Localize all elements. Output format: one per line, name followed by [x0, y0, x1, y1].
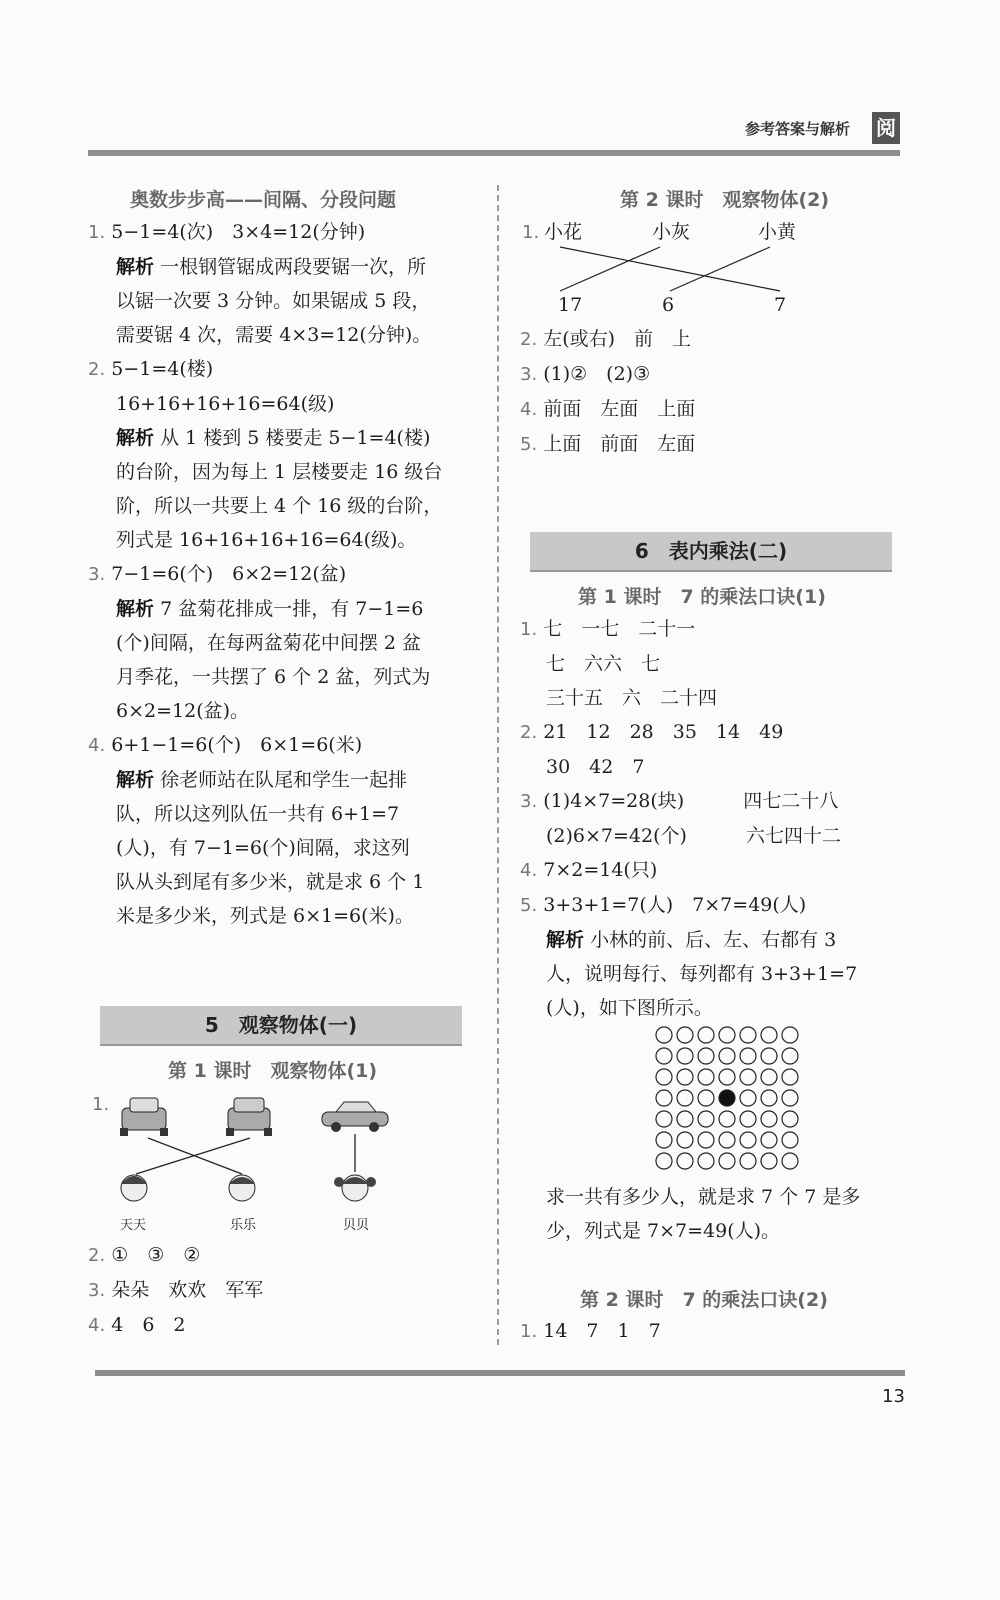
person-dot: [740, 1111, 756, 1127]
unit6-title-bar: 6 表内乘法(二): [530, 532, 892, 572]
person-dot: [677, 1090, 693, 1106]
person-dot: [740, 1069, 756, 1085]
person-dot: [719, 1132, 735, 1148]
answer: 7−1=6(个) 6×2=12(盆): [111, 563, 347, 585]
analysis-text: 小林的前、后、左、右都有 3: [590, 929, 837, 951]
circle-grid-figure: [654, 1025, 804, 1173]
person-dot: [698, 1153, 714, 1169]
person-dot: [761, 1027, 777, 1043]
q-number: 4.: [88, 735, 106, 756]
q-number: 1.: [92, 1094, 110, 1115]
person-dot: [719, 1048, 735, 1064]
person-dot: [740, 1132, 756, 1148]
person-dot: [719, 1069, 735, 1085]
q-number: 1.: [88, 222, 106, 243]
unit6-answers: [520, 612, 900, 1025]
person-dot: [698, 1027, 714, 1043]
olympiad-block: [88, 215, 488, 933]
unit6-lesson1-title: 第 1 课时 7 的乘法口诀(1): [578, 586, 826, 608]
analysis-label: 解析: [116, 256, 155, 278]
person-dot: [719, 1111, 735, 1127]
analysis-text: 的台阶，因为每上 1 层楼要走 16 级台: [116, 461, 443, 483]
answer: 七 一七 二十一: [543, 618, 696, 640]
analysis-text: 从 1 楼到 5 楼要走 5−1=4(楼): [160, 427, 431, 449]
answer: ① ③ ②: [111, 1244, 201, 1266]
q-number: 2.: [520, 329, 538, 350]
person-dot: [698, 1132, 714, 1148]
analysis-text: 队，所以这列队伍一共有 6+1=7: [116, 803, 400, 825]
car-side-icon: [322, 1102, 388, 1132]
unit5-answers: [88, 1238, 263, 1343]
lesson2-answers: [520, 322, 695, 462]
name-label: 小花: [544, 221, 583, 243]
person-dot: [719, 1027, 735, 1043]
header-title: 参考答案与解析: [745, 120, 851, 138]
person-dot: [740, 1153, 756, 1169]
kid-label: 乐乐: [230, 1218, 257, 1233]
person-dot: [761, 1111, 777, 1127]
kid-label: 贝贝: [343, 1218, 370, 1233]
answer: 16+16+16+16=64(级): [116, 393, 335, 415]
person-dot: [740, 1090, 756, 1106]
analysis-text: 列式是 16+16+16+16=64(级)。: [116, 529, 417, 551]
q-number: 1.: [520, 1321, 538, 1342]
person-dot: [698, 1090, 714, 1106]
analysis-text: (人)，如下图所示。: [546, 997, 713, 1019]
person-dot: [761, 1132, 777, 1148]
q-number: 3.: [520, 364, 538, 385]
answer: 30 42 7: [546, 756, 645, 778]
person-dot: [677, 1048, 693, 1064]
person-dot: [740, 1048, 756, 1064]
header-badge: 阅: [872, 112, 900, 144]
q-number: 3.: [520, 791, 538, 812]
person-dot: [677, 1132, 693, 1148]
unit5-title-bar: 5 观察物体(一): [100, 1006, 462, 1046]
person-dot: [656, 1069, 672, 1085]
number-label: 17: [558, 294, 583, 316]
q-number: 5.: [520, 434, 538, 455]
analysis-text: 求一共有多少人，就是求 7 个 7 是多: [546, 1186, 861, 1208]
answer: 四七二十八: [743, 790, 839, 812]
analysis-text: (人)，有 7−1=6(个)间隔，求这列: [116, 837, 410, 859]
analysis-text: 阶，所以一共要上 4 个 16 级的台阶，: [116, 495, 443, 517]
analysis-text: 少，列式是 7×7=49(人)。: [546, 1220, 781, 1242]
person-dot: [782, 1132, 798, 1148]
person-dot: [656, 1111, 672, 1127]
person-dot: [656, 1048, 672, 1064]
q-number: 1.: [520, 619, 538, 640]
page-number: 13: [882, 1386, 905, 1407]
unit5-lesson1-title: 第 1 课时 观察物体(1): [168, 1060, 378, 1082]
person-dot: [698, 1069, 714, 1085]
answer: 七 六六 七: [546, 653, 661, 675]
person-dot: [740, 1027, 756, 1043]
analysis-label: 解析: [546, 929, 585, 951]
lesson2-title: 第 2 课时 观察物体(2): [620, 189, 830, 211]
boy-icon: [229, 1175, 255, 1201]
analysis-label: 解析: [116, 427, 155, 449]
answer: 4 6 2: [111, 1314, 186, 1336]
person-dot: [761, 1090, 777, 1106]
answer: 6+1−1=6(个) 6×1=6(米): [111, 734, 363, 756]
person-dot: [761, 1048, 777, 1064]
analysis-label: 解析: [116, 769, 155, 791]
person-dot: [677, 1153, 693, 1169]
person-dot: [761, 1153, 777, 1169]
answer: (1)② (2)③: [543, 363, 651, 385]
analysis-text: 徐老师站在队尾和学生一起排: [160, 769, 408, 791]
q-number: 2.: [88, 359, 106, 380]
header-rule: [88, 150, 900, 156]
number-label: 7: [774, 294, 787, 316]
q-number: 4.: [520, 860, 538, 881]
boy-icon: [121, 1175, 147, 1201]
analysis-text: 人，说明每行、每列都有 3+3+1=7: [546, 963, 858, 985]
answer: 朵朵 欢欢 军军: [111, 1279, 264, 1301]
unit6-lesson2-title: 第 2 课时 7 的乘法口诀(2): [580, 1289, 828, 1311]
answer: 六七四十二: [746, 825, 842, 847]
analysis-text: 米是多少米，列式是 6×1=6(米)。: [116, 905, 414, 927]
analysis-text: 队从头到尾有多少米，就是求 6 个 1: [116, 871, 425, 893]
analysis-label: 解析: [116, 598, 155, 620]
q-number: 3.: [88, 1280, 106, 1301]
name-label: 小黄: [758, 221, 797, 243]
footer-rule: [95, 1370, 905, 1376]
q-number: 3.: [88, 564, 106, 585]
analysis-text: 一根钢管锯成两段要锯一次，所: [160, 256, 427, 278]
person-dot: [782, 1153, 798, 1169]
olympiad-title: 奥数步步高——间隔、分段问题: [130, 189, 397, 211]
unit6-q5-conclusion: [546, 1180, 860, 1248]
analysis-text: 需要锯 4 次，需要 4×3=12(分钟)。: [116, 324, 432, 346]
person-dot: [698, 1048, 714, 1064]
answer: (1)4×7=28(块): [543, 790, 685, 812]
cars-kids-matching-figure: [110, 1090, 410, 1210]
person-dot: [677, 1027, 693, 1043]
answer: 三十五 六 二十四: [546, 687, 718, 709]
number-label: 6: [662, 294, 675, 316]
answer: 上面 前面 左面: [543, 433, 696, 455]
person-dot: [656, 1132, 672, 1148]
name-label: 小灰: [652, 221, 691, 243]
answer: (2)6×7=42(个): [546, 825, 687, 847]
person-dot: [761, 1069, 777, 1085]
answer: 14 7 1 7: [543, 1320, 661, 1342]
q-number: 5.: [520, 895, 538, 916]
analysis-text: 以锯一次要 3 分钟。如果锯成 5 段，: [116, 290, 431, 312]
q-number: 2.: [520, 722, 538, 743]
person-dot: [782, 1069, 798, 1085]
q-number: 1.: [522, 222, 540, 243]
person-dot: [656, 1027, 672, 1043]
person-dot: [782, 1027, 798, 1043]
person-dot: [656, 1153, 672, 1169]
person-dot: [719, 1153, 735, 1169]
answer: 7×2=14(只): [543, 859, 658, 881]
answer: 5−1=4(次) 3×4=12(分钟): [111, 221, 366, 243]
analysis-text: 6×2=12(盆)。: [116, 700, 250, 722]
q-number: 2.: [88, 1245, 106, 1266]
column-divider: [497, 185, 499, 1345]
analysis-text: 7 盆菊花排成一排，有 7−1=6: [160, 598, 424, 620]
person-dot: [698, 1111, 714, 1127]
car-rear-icon: [226, 1098, 272, 1136]
answer: 21 12 28 35 14 49: [543, 721, 784, 743]
answer: 3+3+1=7(人) 7×7=49(人): [543, 894, 807, 916]
analysis-text: (个)间隔，在每两盆菊花中间摆 2 盆: [116, 632, 421, 654]
person-dot: [677, 1111, 693, 1127]
person-dot: [677, 1069, 693, 1085]
person-dot: [782, 1048, 798, 1064]
person-dot: [656, 1090, 672, 1106]
q-number: 4.: [88, 1315, 106, 1336]
answer: 5−1=4(楼): [111, 358, 214, 380]
car-front-icon: [120, 1098, 168, 1136]
kid-label: 天天: [120, 1218, 147, 1233]
answer: 左(或右) 前 上: [543, 328, 692, 350]
person-xiaolin-dot: [719, 1090, 735, 1106]
q-number: 4.: [520, 399, 538, 420]
person-dot: [782, 1090, 798, 1106]
person-dot: [782, 1111, 798, 1127]
analysis-text: 月季花，一共摆了 6 个 2 盆，列式为: [116, 666, 431, 688]
answer: 前面 左面 上面: [543, 398, 696, 420]
girl-icon: [334, 1175, 376, 1201]
